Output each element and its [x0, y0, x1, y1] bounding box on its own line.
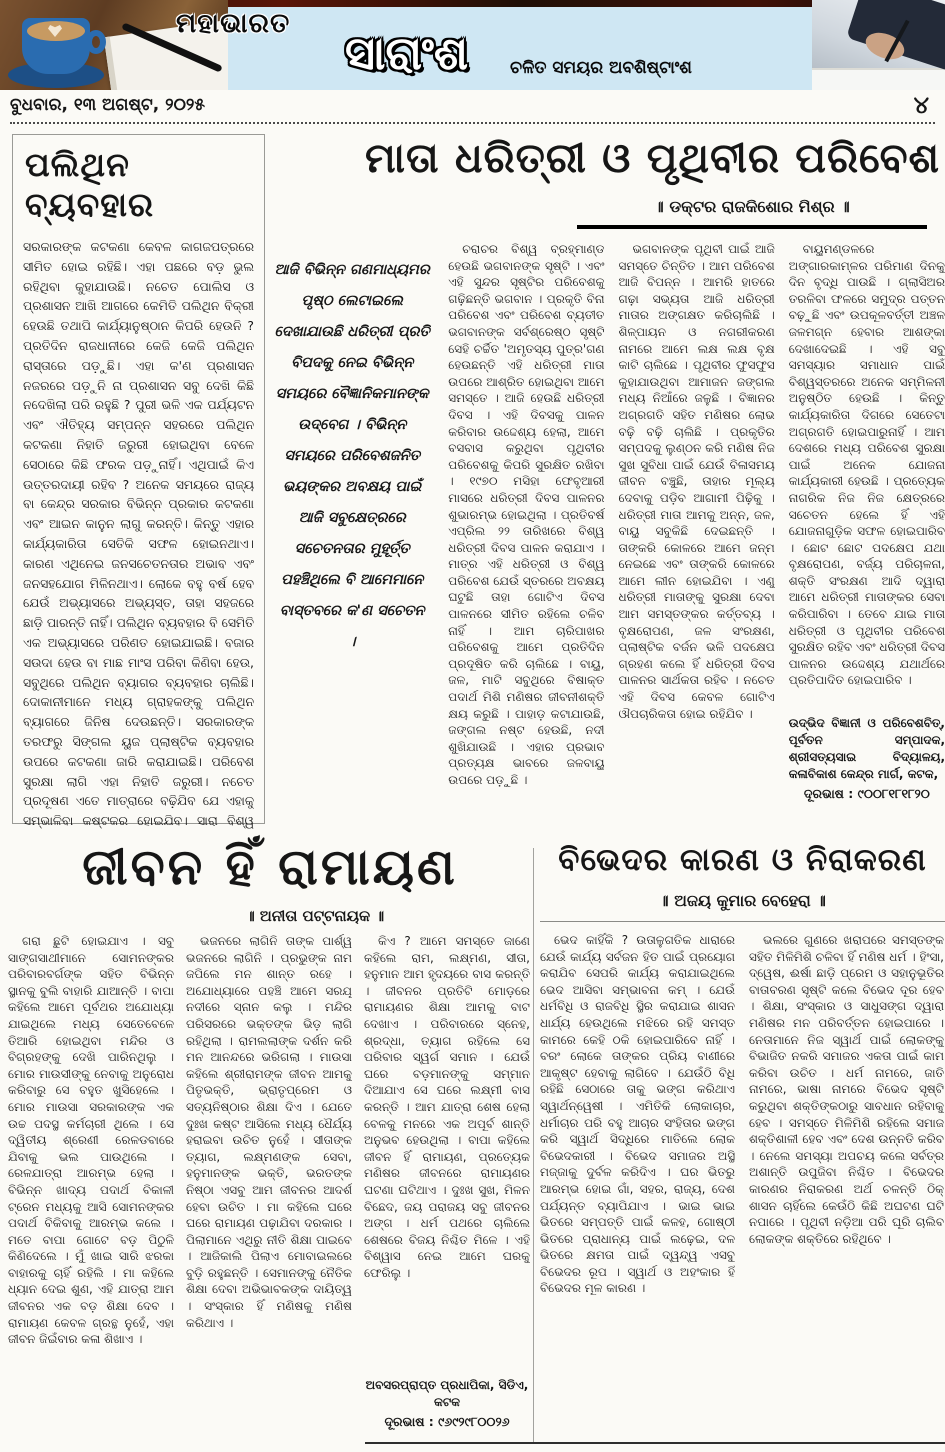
environment-col-3-text: ବାୟୁମଣ୍ଡଳରେ ଅଙ୍ଗାରକାମ୍ଳର ପରିମାଣ ଦିନକୁ ଦିନ ବୃଦ୍ଧି ପାଉଛି । ଗ୍ଲାସିଅର ତରଳିବା ଫଳରେ ସମୁଦ୍ର ପତ୍ତନ ବଢ଼ୁଛି ଏବଂ ଉପକୂଳବର୍ତ୍ତୀ ଅଞ୍ଚଳ ଜଳମଗ୍ନ ହେବାର ଆଶଙ୍କା ଦେଖାଦେଇଛି । ଏହି ସବୁ ସମସ୍ୟାର ସମାଧାନ ପାଇଁ ବିଶ୍ୱସ୍ତରରେ ଅନେକ ସମ୍ମିଳନୀ ଅନୁଷ୍ଠିତ ହେଉଛି । କିନ୍ତୁ କାର୍ଯ୍ୟକାରିତା ଦିଗରେ ସେତେଟା ଅଗ୍ରଗତି ହୋଇପାରୁନାହିଁ । ଆମ ଦେଶରେ ମଧ୍ୟ ପରିବେଶ ସୁରକ୍ଷା ପାଇଁ ଅନେକ ଯୋଜନା କାର୍ଯ୍ୟକାରୀ ହେଉଛି । ପ୍ରତ୍ୟେକ ନାଗରିକ ନିଜ ନିଜ କ୍ଷେତ୍ରରେ ସଚେତନ ହେଲେ ହିଁ ଏହି ଯୋଜନାଗୁଡ଼ିକ ସଫଳ ହୋଇପାରିବ । ଛୋଟ ଛୋଟ ପଦକ୍ଷେପ ଯଥା ବୃକ୍ଷରୋପଣ, ବର୍ଜ୍ୟ ପରିଚାଳନା, ଶକ୍ତି ସଂରକ୍ଷଣ ଆଦି ଦ୍ୱାରା ଆମେ ଧରିତ୍ରୀ ମାତାଙ୍କର ସେବା କରିପାରିବା । ତେବେ ଯାଇ ମାତା ଧରିତ୍ରୀ ଓ ପୃଥିବୀର ପରିବେଶ ସୁରକ୍ଷିତ ରହିବ ଏବଂ ଧରିତ୍ରୀ ଦିବସ ପାଳନର ଉଦ୍ଦେଶ୍ୟ ଯଥାର୍ଥରେ ପ୍ରତିପାଦିତ ହୋଇପାରିବ । — [788, 242, 945, 688]
environment-columns — [270, 241, 945, 849]
environment-author-credit: ଉଦ୍ଭିଦ ବିଜ୍ଞାନୀ ଓ ପରିବେଶବିତ୍, ପୂର୍ବତନ ସମ୍ପାଦକ, ଶ୍ରୀସତ୍ୟସାଇ ବିଦ୍ୟାଳୟ, କଳାବିକାଶ କେନ୍ଦ୍ର ମାର୍ଗ, କଟକ, — [788, 716, 945, 781]
bibheda-columns — [540, 932, 945, 1420]
ramayana-columns — [8, 933, 532, 1427]
section-subtitle: ଚଳିତ ସମୟର ଅବଶିଷ୍ଟାଂଶ — [510, 58, 692, 78]
bibheda-headline: ବିଭେଦର କାରଣ ଓ ନିରାକରଣ — [558, 842, 927, 878]
bottom-section-divider — [533, 848, 534, 1442]
environment-byline: ॥ ଡକ୍ଟର ରାଜକିଶୋର ମିଶ୍ର ॥ — [654, 197, 850, 216]
environment-col-1: ଚରାଚର ବିଶ୍ୱ ବ୍ରହ୍ମାଣ୍ଡ ହେଉଛି ଭଗବାନଙ୍କ ସୃଷ୍ଟି । ଏବଂ ଏହି ସୁନ୍ଦର ସୃଷ୍ଟିର ପରିବେଶକୁ ଗଢ଼ିଛନ୍ତି ଭଗବାନ । ପ୍ରକୃତି ବିନା ପରିବେଶ ଏବଂ ପରିବେଶ ବ୍ୟତୀତ ଭଗବାନଙ୍କ ସର୍ବଶ୍ରେଷ୍ଠ ସୃଷ୍ଟି ସେହି ଚର୍ଚ୍ଚିତ 'ଅମୃତସ୍ୟ ପୁତ୍ର'ଗଣ ହେଉଛନ୍ତି ଏହି ଧରିତ୍ରୀ ମାତା ଉପରେ ଆଶ୍ରିତ ହୋଇଥିବା ଆମେ ସମସ୍ତେ । ଆଜି ହେଉଛି ଧରିତ୍ରୀ ଦିବସ । ଏହି ଦିବସକୁ ପାଳନ କରିବାର ଉଦ୍ଦେଶ୍ୟ ହେଲା, ଆମେ ବସବାସ କରୁଥିବା ପୃଥିବୀର ପରିବେଶକୁ କିପରି ସୁରକ୍ଷିତ ରଖିବା । ୧୯୭୦ ମସିହା ଫେବୃଆରୀ ମାସରେ ଧରିତ୍ରୀ ଦିବସ ପାଳନର ଶୁଭାରମ୍ଭ ହୋଇଥିଲା । ପ୍ରତିବର୍ଷ ଏପ୍ରିଲ ୨୨ ତାରିଖରେ ବିଶ୍ୱ ଧରିତ୍ରୀ ଦିବସ ପାଳନ କରାଯାଏ । ମାତ୍ର ଏହି ଧରିତ୍ରୀ ଓ ବିଶ୍ୱ ପରିବେଶ ଯେଉଁ ସ୍ତରରେ ଅବକ୍ଷୟ ଘଟୁଛି ତାହା ଗୋଟିଏ ଦିବସ ପାଳନରେ ସୀମିତ ରହିଲେ ଚଳିବ ନାହିଁ । ଆମ ଚାରିପାଖର ପରିବେଶକୁ ଆମେ ପ୍ରତିଦିନ ପ୍ରଦୂଷିତ କରି ଚାଲିଛେ । ବାୟୁ, ଜଳ, ମାଟି ସବୁଥିରେ ବିଷାକ୍ତ ପଦାର୍ଥ ମିଶି ମଣିଷର ଜୀବନୀଶକ୍ତି କ୍ଷୟ କରୁଛି । ପାହାଡ଼ କଟାଯାଉଛି, ଜଙ୍ଗଲ ନଷ୍ଟ ହେଉଛି, ନଦୀ ଶୁଖିଯାଉଛି । ଏହାର ପ୍ରଭାବ ପ୍ରତ୍ୟକ୍ଷ ଭାବରେ ଜଳବାୟୁ ଉପରେ ପଡ଼ୁଛି । — [448, 242, 605, 787]
writing-photo — [812, 0, 945, 90]
polythene-headline: ପଲିଥିନ ବ୍ୟବହାର — [25, 145, 155, 224]
ramayana-col-3-text: କିଏ ? ଆମେ ସମସ୍ତେ ଜାଣେ କହିଲେ ରାମ, ଲକ୍ଷ୍ମଣ, ସୀତା, ହନୁମାନ ଆମ ହୃଦୟରେ ବାସ କରନ୍ତି । ଜୀବନର ପ୍ରତିଟି ମୋଡ଼ରେ ରାମାୟଣର ଶିକ୍ଷା ଆମକୁ ବାଟ ଦେଖାଏ । ପରିବାରରେ ସ୍ନେହ, ଶ୍ରଦ୍ଧା, ତ୍ୟାଗ ରହିଲେ ସେ ପରିବାର ସ୍ୱର୍ଗ ସମାନ । ଯେଉଁ ଘରେ ବଡ଼ମାନଙ୍କୁ ସମ୍ମାନ ଦିଆଯାଏ ସେ ଘରେ ଲକ୍ଷ୍ମୀ ବାସ କରନ୍ତି । ଆମ ଯାତ୍ରା ଶେଷ ହେଲା ବେଳକୁ ମନରେ ଏକ ଅପୂର୍ବ ଶାନ୍ତି ଅନୁଭବ ହେଉଥିଲା । ବାପା କହିଲେ ଜୀବନ ହିଁ ରାମାୟଣ, ପ୍ରତ୍ୟେକ ମଣିଷର ଜୀବନରେ ରାମାୟଣର ଘଟଣା ଘଟିଥାଏ । ଦୁଃଖ ସୁଖ, ମିଳନ ବିଛେଦ, ଜୟ ପରାଜୟ ସବୁ ଜୀବନର ଅଙ୍ଗ । ଧର୍ମ ପଥରେ ଚାଲିଲେ ଶେଷରେ ବିଜୟ ନିଶ୍ଚିତ ମିଳେ । ଏହି ବିଶ୍ୱାସ ନେଇ ଆମେ ଘରକୁ ଫେରିଲୁ । — [364, 934, 530, 1280]
article-environment — [270, 134, 945, 840]
polythene-body: ସରକାରଙ୍କ କଟକଣା କେବଳ କାଗଜପତ୍ରରେ ସୀମିତ ହୋଇ ରହିଛି। ଏହା ପଛରେ ବଡ଼ ଭୁଲ ରହିଥିବା କୁହାଯାଉଛି। ନଚେତ ପୋଲିସ ଓ ପ୍ରଶାସନ ଆଖି ଆଗରେ କେମିତି ପଲିଥିନ ବିକ୍ରୀ ହେଉଛି ତଥାପି କାର୍ଯ୍ୟାନୁଷ୍ଠାନ କିପରି ହେଉନି ? ପ୍ରତିଦିନ ରାଜଧାନୀରେ କେଜି କେଜି ପଲିଥିନ ରାସ୍ତାରେ ପଡ଼ୁଛି। ଏହା କ'ଣ ପ୍ରଶାସନ ନଜରରେ ପଡ଼ୁନି ନା ପ୍ରଶାସନ ସବୁ ଦେଖି କିଛି ନଦେଖିଲା ପରି ରହୁଛି ? ପୁରୀ ଭଳି ଏକ ପର୍ଯ୍ୟଟନ ଏବଂ ଐତିହ୍ୟ ସମ୍ପନ୍ନ ସହରରେ ପଲିଥିନ କଟକଣା ନିହାତି ଜରୁରୀ ହୋଇଥିବା ବେଳେ ସେଠାରେ କିଛି ଫରକ ପଡ଼ୁନାହିଁ। ଏଥିପାଇଁ କିଏ ଉତ୍ତରଦାୟୀ ରହିବ ? ଅନେକ ସମୟରେ ରାଜ୍ୟ ବା କେନ୍ଦ୍ର ସରକାର ବିଭିନ୍ନ ପ୍ରକାର କଟକଣା ଏବଂ ଆଇନ କାନୁନ ଲାଗୁ କରନ୍ତି। କିନ୍ତୁ ଏହାର କାର୍ଯ୍ୟକାରିତା ସେତିକି ସଫଳ ହୋଇନଥାଏ। କାରଣ ଏଥିନେଇ ଜନସଚେତନତାର ଅଭାବ ଏବଂ ଜନସହଯୋଗ ମିଳିନଥାଏ। ଲୋକେ ବହୁ ବର୍ଷ ହେବ ଯେଉଁ ଅଭ୍ୟାସରେ ଅଭ୍ୟସ୍ତ, ତାହା ସହଜରେ ଛାଡ଼ି ପାରନ୍ତି ନାହିଁ। ପଲିଥିନ ବ୍ୟବହାର ବି ସେମିତି ଏକ ଅଭ୍ୟାସରେ ପରିଣତ ହୋଇଯାଇଛି। ବଜାର ସଉଦା ହେଉ ବା ମାଛ ମାଂସ ପରିବା କିଣିବା ହେଉ, ସବୁଥିରେ ପଲିଥିନ ବ୍ୟାଗର ବ୍ୟବହାର ଚାଲିଛି। ଦୋକାନୀମାନେ ମଧ୍ୟ ଗ୍ରାହକଙ୍କୁ ପଲିଥିନ ବ୍ୟାଗରେ ଜିନିଷ ଦେଉଛନ୍ତି। ସରକାରଙ୍କ ତରଫରୁ ସିଙ୍ଗଲ ୟୁଜ ପ୍ଲାଷ୍ଟିକ ବ୍ୟବହାର ଉପରେ କଟକଣା ଜାରି କରାଯାଇଛି। ପରିବେଶ ସୁରକ୍ଷା ଲାଗି ଏହା ନିହାତି ଜରୁରୀ। ନଚେତ ପ୍ରଦୂଷଣ ଏତେ ମାତ୍ରାରେ ବଢ଼ିଯିବ ଯେ ଏହାକୁ ସମ୍ଭାଳିବା କଷ୍ଟକର ହୋଇଯିବ। ସାରା ବିଶ୍ୱ — [23, 239, 254, 829]
cup-handle-icon — [86, 30, 106, 54]
ramayana-col-2: ଭଜନରେ ଲାଗିନି ତାଙ୍କ ପାର୍ଶ୍ୱ ଭଜନରେ ଲାଗିନି । ପ୍ରଭୁଙ୍କ ନାମ ଜପିଲେ ମନ ଶାନ୍ତ ରହେ । ଅଯୋଧ୍ୟାରେ ପହଞ୍ଚି ଆମେ ସରଯୂ ନଦୀରେ ସ୍ନାନ କଲୁ । ମନ୍ଦିର ପରିସରରେ ଭକ୍ତଙ୍କ ଭିଡ଼ ଲାଗି ରହିଥିଲା । ରାମଲଲାଙ୍କ ଦର୍ଶନ କରି ମନ ଆନନ୍ଦରେ ଭରିଗଲା । ମାଉସା କହିଲେ ଶ୍ରୀରାମଙ୍କ ଜୀବନ ଆମକୁ ପିତୃଭକ୍ତି, ଭ୍ରାତୃପ୍ରେମ ଓ ସତ୍ୟନିଷ୍ଠାର ଶିକ୍ଷା ଦିଏ । ଯେତେ ଦୁଃଖ କଷ୍ଟ ଆସିଲେ ମଧ୍ୟ ଧୈର୍ଯ୍ୟ ହରାଇବା ଉଚିତ ନୁହେଁ । ସୀତାଙ୍କ ତ୍ୟାଗ, ଲକ୍ଷ୍ମଣଙ୍କ ସେବା, ହନୁମାନଙ୍କ ଭକ୍ତି, ଭରତଙ୍କ ନିଷ୍ଠା ଏସବୁ ଆମ ଜୀବନର ଆଦର୍ଶ ହେବା ଉଚିତ । ମା କହିଲେ ଘରେ ଘରେ ରାମାୟଣ ପଢ଼ାଯିବା ଦରକାର । ପିଲାମାନେ ଏଥିରୁ ନୀତି ଶିକ୍ଷା ପାଇବେ । ଆଜିକାଲି ପିଲାଏ ମୋବାଇଲରେ ବୁଡ଼ି ରହୁଛନ୍ତି । ସେମାନଙ୍କୁ ନୈତିକ ଶିକ୍ଷା ଦେବା ଅଭିଭାବକଙ୍କ ଦାୟିତ୍ୱ । ସଂସ୍କାର ହିଁ ମଣିଷକୁ ମଣିଷ କରିଥାଏ । — [186, 934, 352, 1330]
issue-date: ବୁଧବାର, ୧୩ ଅଗଷ୍ଟ, ୨୦୨୫ — [10, 95, 205, 115]
ramayana-headline: ଜୀବନ ହିଁ ରାମାୟଣ — [82, 838, 458, 896]
article-ramayana — [8, 838, 532, 1450]
environment-phone: ଦୂରଭାଷ : ୯୦୦୮୧୮୧୮୨୦ — [803, 786, 930, 801]
bibheda-byline-rule — [540, 891, 945, 922]
bottom-rule — [365, 1442, 945, 1444]
ramayana-phone: ଦୂରଭାଷ : ୯୬୯୨୯୮୦୦୨୬ — [384, 1414, 510, 1429]
bibheda-col-2: ଭଲରେ ଗୁଣରେ ଖରାପରେ ସମସ୍ତଙ୍କ ସହିତ ମିଳିମିଶି ଚଳିବା ହିଁ ମଣିଷ ଧର୍ମ । ହିଂସା, ଦ୍ୱେଷ, ଈର୍ଷା ଛାଡ଼ି ପ୍ରେମ ଓ ସହାନୁଭୂତିର ବାତାବରଣ ସୃଷ୍ଟି କଲେ ବିଭେଦ ଦୂର ହେବ । ଶିକ୍ଷା, ସଂସ୍କାର ଓ ସାଧୁସଙ୍ଗ ଦ୍ୱାରା ମଣିଷର ମନ ପରିବର୍ତ୍ତନ ହୋଇପାରେ । ନେତାମାନେ ନିଜ ସ୍ୱାର୍ଥ ପାଇଁ ଲୋକଙ୍କୁ ବିଭାଜିତ ନକରି ସମାଜର ଏକତା ପାଇଁ କାମ କରିବା ଉଚିତ । ଧର୍ମ ନାମରେ, ଜାତି ନାମରେ, ଭାଷା ନାମରେ ବିଭେଦ ସୃଷ୍ଟି କରୁଥିବା ଶକ୍ତିଙ୍କଠାରୁ ସାବଧାନ ରହିବାକୁ ହେବ । ସମସ୍ତେ ମିଳିମିଶି ରହିଲେ ସମାଜ ଶକ୍ତିଶାଳୀ ହେବ ଏବଂ ଦେଶ ଉନ୍ନତି କରିବ । ନେଲେ ସମସ୍ୟା ଅପଚୟ କଲେ ସର୍ବତ୍ର ଅଶାନ୍ତି ଉପୁଜିବା ନିଶ୍ଚିତ । ବିଭେଦର କାରଣର ନିରାକରଣ ଅର୍ଥ ଚଳନ୍ତି ଠିକ୍ ଶାସନ ଚାହିଁଲେ କେଉଁଠି କିଛି ଅଘଟଣ ଘଟି ନପାରେ । ପୃଥିବୀ ନଡ଼ିଆ ପରି ଘୂରି ଚାଲିବ ଲୋକଙ୍କ ଶକ୍ତିରେ ରହିଥିବେ । — [749, 933, 944, 1246]
bibheda-byline: ॥ ଅଜୟ କୁମାର ବେହେରା ॥ — [659, 891, 826, 910]
page-number: ୪ — [913, 91, 929, 119]
ramayana-col-3 — [364, 933, 530, 1427]
suit-arm-icon — [846, 0, 945, 71]
environment-pullquote: ଆଜି ବିଭିନ୍ନ ଗଣମାଧ୍ୟମର ପୃଷ୍ଠ ଲେଟାଇଲେ ଦେଖାଯାଉଛି ଧରିତ୍ରୀ ପ୍ରତି ବିପଦକୁ ନେଇ ବିଭିନ୍ନ ସମୟରେ ବୈଜ୍ଞାନିକମାନଙ୍କ ଉଦ୍‌ବେଗ । ବିଭିନ୍ନ ସମୟରେ ପରିବେଶଜନିତ ଭୟଙ୍କର ଅବକ୍ଷୟ ପାଇଁ ଆଜି ସବୁକ୍ଷେତ୍ରରେ ସଚେତନତାର ମୁହୂର୍ତ୍ତ ପହଞ୍ଚିଥିଲେ ବି ଆମେମାନେ ବାସ୍ତବରେ କ'ଣ ସଚେତନ । — [274, 262, 430, 650]
environment-col-2: ଭଗବାନଙ୍କ ପୃଥିବୀ ପାଇଁ ଆଜି ସମସ୍ତେ ଚିନ୍ତିତ । ଆମ ପରିବେଶ ଆଜି ବିପନ୍ନ । ଆମରି ହାତରେ ଗଢ଼ା ସଭ୍ୟତା ଆଜି ଧରିତ୍ରୀ ମାତାର ଅଙ୍ଗକ୍ଷତ କରିଚାଲିଛି । ଶିଳ୍ପାୟନ ଓ ନଗରୀକରଣ ନାମରେ ଆମେ ଲକ୍ଷ ଲକ୍ଷ ବୃକ୍ଷ କାଟି ଚାଲିଛେ । ପୃଥିବୀର ଫୁସଫୁସ କୁହାଯାଉଥିବା ଆମାଜନ ଜଙ୍ଗଲ ମଧ୍ୟ ନିଆଁରେ ଜଳୁଛି । ବିଜ୍ଞାନର ଅଗ୍ରଗତି ସହିତ ମଣିଷର ଲୋଭ ବଢ଼ି ବଢ଼ି ଚାଲିଛି । ପ୍ରକୃତିର ସମ୍ପଦକୁ ଲୁଣ୍ଠନ କରି ମଣିଷ ନିଜ ସୁଖ ସୁବିଧା ପାଇଁ ଯେଉଁ ବିଳାସମୟ ଜୀବନ ବଞ୍ଚୁଛି, ତାହାର ମୂଲ୍ୟ ଦେବାକୁ ପଡ଼ିବ ଆଗାମୀ ପିଢ଼ିକୁ । ଧରିତ୍ରୀ ମାତା ଆମକୁ ଅନ୍ନ, ଜଳ, ବାୟୁ ସବୁକିଛି ଦେଇଛନ୍ତି । ତାଙ୍କରି କୋଳରେ ଆମେ ଜନ୍ମ ନେଇଛେ ଏବଂ ତାଙ୍କରି କୋଳରେ ଆମେ ଲୀନ ହୋଇଯିବା । ଏଣୁ ଧରିତ୍ରୀ ମାତାଙ୍କୁ ସୁରକ୍ଷା ଦେବା ଆମ ସମସ୍ତଙ୍କର କର୍ତ୍ତବ୍ୟ । ବୃକ୍ଷରୋପଣ, ଜଳ ସଂରକ୍ଷଣ, ପ୍ଲାଷ୍ଟିକ ବର୍ଜନ ଭଳି ପଦକ୍ଷେପ ଗ୍ରହଣ କଲେ ହିଁ ଧରିତ୍ରୀ ଦିବସ ପାଳନର ସାର୍ଥକତା ରହିବ । ନଚେତ ଏହି ଦିବସ କେବଳ ଗୋଟିଏ ଔପଚାରିକତା ହୋଇ ରହିଯିବ । — [618, 242, 775, 721]
article-polythene — [12, 134, 265, 829]
bibheda-col-1: ଭେଦ କାହିଁକି ? ଉତାଳୁଗତିକ ଧାରାରେ ଯେଉଁ କାର୍ଯ୍ୟ ସର୍ବଜନ ହିତ ପାଇଁ ପ୍ରୟୋଗ କରାଯିବ ସେପରି କାର୍ଯ୍ୟ କରାଯାଇଥିଲେ ଭେଦ ଆସିବା ସମ୍ଭାବନା କମ୍ । ଯେଉଁ ଧର୍ମବିଧି ଓ ରାଜବିଧି ସ୍ଥିର କରାଯାଇ ଶାସନ ଧାର୍ଯ୍ୟ ହେଉଥିଲେ ମଝିରେ ରହି ସମସ୍ତ କାମରେ କେହି ଠକି ହୋଇପାରିବେ ନାହିଁ । ବରଂ ଲୋକେ ତାଙ୍କର ପ୍ରିୟ ବାଣୀରେ ଆକୃଷ୍ଟ ହେବାକୁ ଲାଗିବେ । ଯେଉଁଠି ବିଧି ରହିଛି ସେଠାରେ ତାକୁ ଭଙ୍ଗ କରିଥାଏ ସ୍ୱାର୍ଥନ୍ୱେଷୀ । ଏମିତିକି ଲୋକାଚାର, ଧର୍ମାଚାର ପରି ବହୁ ଆଚାର ସଂହିତାର ଭଙ୍ଗ କରି ସ୍ୱାର୍ଥ ସିଦ୍ଧିରେ ମାତିଲେ ଲୋକ ବିଭେଦକାରୀ । ବିଭେଦ ସମାଜର ଅସ୍ଥି ମଜ୍ଜାକୁ ଦୁର୍ବଳ କରିଦିଏ । ଘର ଭିତରୁ ଆରମ୍ଭ ହୋଇ ଗାଁ, ସହର, ରାଜ୍ୟ, ଦେଶ ପର୍ଯ୍ୟନ୍ତ ବ୍ୟାପିଯାଏ । ଭାଇ ଭାଇ ଭିତରେ ସମ୍ପତ୍ତି ପାଇଁ କଳହ, ଗୋଷ୍ଠୀ ଭିତରେ ପ୍ରାଧାନ୍ୟ ପାଇଁ ଲଢ଼େଇ, ଦଳ ଭିତରେ କ୍ଷମତା ପାଇଁ ଦ୍ୱନ୍ଦ୍ୱ ଏସବୁ ବିଭେଦର ରୂପ । ସ୍ୱାର୍ଥ ଓ ଅହଂକାର ହିଁ ବିଭେଦର ମୂଳ କାରଣ । — [540, 933, 735, 1296]
dateline-row — [10, 92, 935, 124]
environment-headline: ମାତା ଧରିତ୍ରୀ ଓ ପୃଥିବୀର ପରିବେଶ — [364, 134, 941, 182]
paper-sheet-icon — [812, 68, 945, 90]
ramayana-author-credit: ଅବସରପ୍ରାପ୍ତ ପ୍ରଧାପିକା, ସିଡିଏ, କଟକ — [365, 1378, 529, 1409]
masthead — [0, 0, 945, 90]
section-title: ସାରାଂଶ — [345, 26, 469, 80]
environment-col-3 — [789, 241, 945, 849]
ramayana-col-1: ଗରା ଛୁଟି ହୋଇଯାଏ । ସବୁ ସାଙ୍ଗସାଥୀମାନେ ସୋମନଙ୍କର ପରିବାରବର୍ଗଙ୍କ ସହିତ ବିଭିନ୍ନ ସ୍ଥାନକୁ ବୁଲି ବାହାରି ଯାଆନ୍ତି । ବାପା କହିଲେ ଆମେ ପୂର୍ବଥର ଅଯୋଧ୍ୟା ଯାଇଥିଲେ ମଧ୍ୟ ସେତେବେଳେ ତିଆରି ହୋଇଥିବା ମନ୍ଦିର ଓ ବିଗ୍ରହଙ୍କୁ ଦେଖି ପାରିନଥିଲୁ । ମୋର ମାଉସୀଙ୍କୁ ନେବାକୁ ଅନୁରୋଧ କରିବାରୁ ସେ ବହୁତ ଖୁସିହେଲେ । ମୋର ମାଉସା ସରକାରଙ୍କ ଏକ ଉଚ୍ଚ ପଦସ୍ଥ କର୍ମଚାରୀ ଥିଲେ । ସେ ଦ୍ୱିତୀୟ ଶ୍ରେଣୀ ରେଳଡବାରେ ଯିବାକୁ ଭଲ ପାଉଥିଲେ । ରେଳଯାତ୍ରା ଆରମ୍ଭ ହେଲା । ବିଭିନ୍ନ ଖାଦ୍ୟ ପଦାର୍ଥ ବିକାଳୀ ଟ୍ରେନ ମଧ୍ୟକୁ ଆସି ସୋମନଙ୍କର ପଦାର୍ଥ ବିକିବାକୁ ଆରମ୍ଭ କଲେ । ମତେ ବାପା ଗୋଟେ ବଡ଼ ପିଠୁଳି କିଣିଦେଲେ । ମୁଁ ଖାଇ ସାରି ଝରକା ବାହାରକୁ ଚାହିଁ ରହିଲି । ମା କହିଲେ ଧ୍ୟାନ ଦେଇ ଶୁଣ, ଏହି ଯାତ୍ରା ଆମ ଜୀବନର ଏକ ବଡ଼ ଶିକ୍ଷା ଦେବ । ରାମାୟଣ କେବଳ ଗ୍ରନ୍ଥ ନୁହେଁ, ଏହା ଜୀବନ ଜିଇଁବାର କଳା ଶିଖାଏ । — [8, 934, 174, 1347]
ramayana-byline: ॥ ଅନୀତା ପଟ୍ଟନାୟକ ॥ — [245, 907, 385, 925]
paper-name: ମହାଭାରତ — [176, 8, 291, 39]
article-bibheda — [540, 842, 945, 1446]
environment-byline-rule — [577, 197, 927, 229]
